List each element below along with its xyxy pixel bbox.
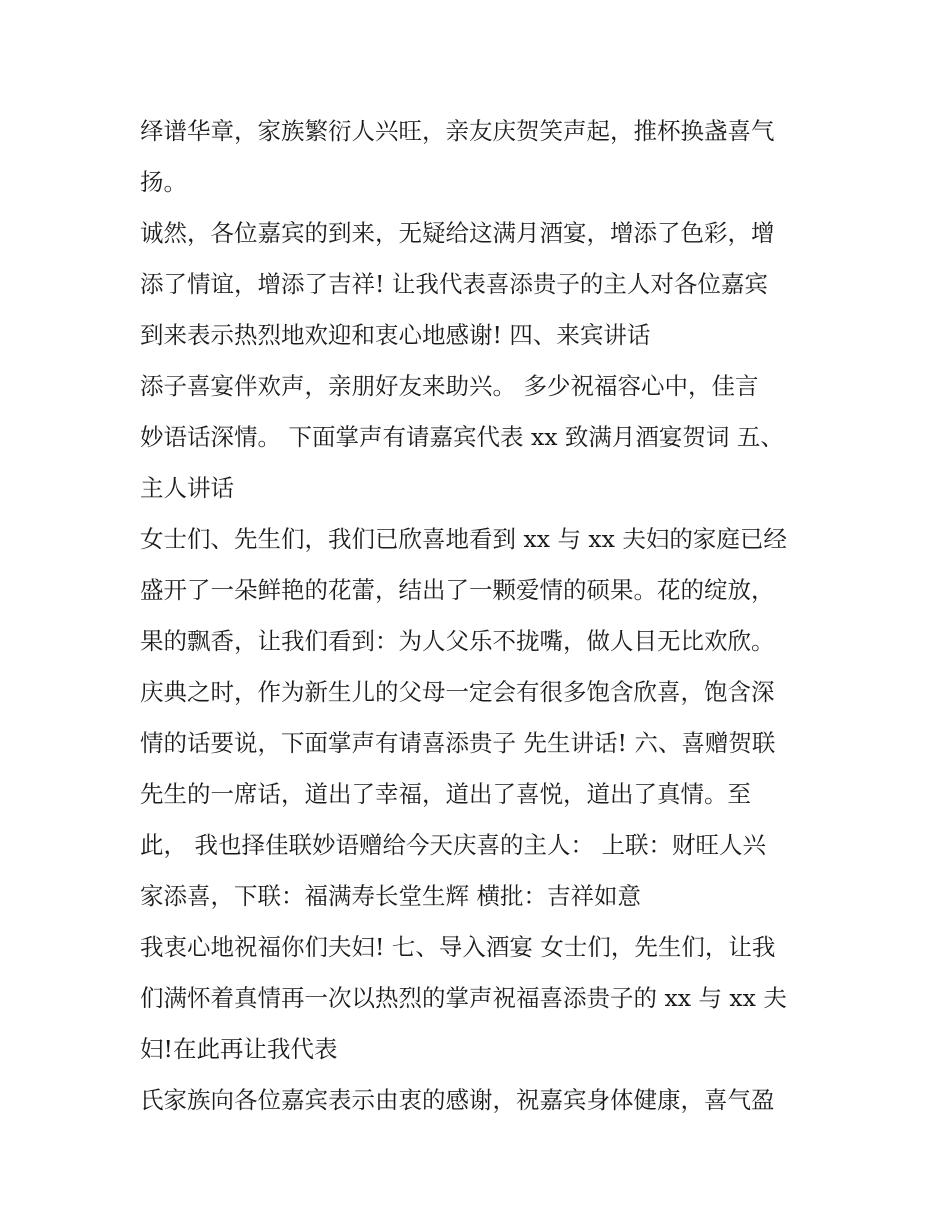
text-line: 情的话要说，下面掌声有请喜添贵子 先生讲话! 六、喜赠贺联 [140,729,776,757]
text-line: 扬。 [140,168,187,196]
text-line: 妙语话深情。 下面掌声有请嘉宾代表 xx 致满月酒宴贺词 五、 [140,423,784,451]
text-line: 盛开了一朵鲜艳的花蕾，结出了一颗爱情的硕果。花的绽放， [140,576,775,604]
text-line: 添了情谊，增添了吉祥! 让我代表喜添贵子的主人对各位嘉宾 [140,270,768,298]
text-line: 绎谱华章，家族繁衍人兴旺，亲友庆贺笑声起，推杯换盏喜气 [140,117,775,145]
text-line: 我衷心地祝福你们夫妇! 七、导入酒宴 女士们，先生们，让我 [140,933,776,961]
text-line: 女士们、先生们，我们已欣喜地看到 xx 与 xx 夫妇的家庭已经 [140,525,787,553]
text-line: 庆典之时，作为新生儿的父母一定会有很多饱含欣喜，饱含深 [140,678,775,706]
text-line: 到来表示热烈地欢迎和衷心地感谢! 四、来宾讲话 [140,321,651,349]
text-line: 家添喜，下联：福满寿长堂生辉 横批：吉祥如意 [140,882,641,910]
text-line: 此， 我也择佳联妙语赠给今天庆喜的主人： 上联：财旺人兴 [140,831,766,859]
text-line: 氏家族向各位嘉宾表示由衷的感谢，祝嘉宾身体健康，喜气盈 [140,1086,775,1114]
text-line: 先生的一席话，道出了幸福，道出了喜悦，道出了真情。至 [140,780,751,808]
text-line: 添子喜宴伴欢声，亲朋好友来助兴。 多少祝福容心中，佳言 [140,372,759,400]
text-line: 诚然，各位嘉宾的到来，无疑给这满月酒宴，增添了色彩，增 [140,219,775,247]
text-line: 妇!在此再让我代表 [140,1035,338,1063]
text-line: 果的飘香，让我们看到：为人父乐不拢嘴，做人目无比欢欣。 [140,627,775,655]
text-line: 主人讲话 [140,474,234,502]
text-line: 们满怀着真情再一次以热烈的掌声祝福喜添贵子的 xx 与 xx 夫 [140,984,787,1012]
document-body [140,106,830,1126]
